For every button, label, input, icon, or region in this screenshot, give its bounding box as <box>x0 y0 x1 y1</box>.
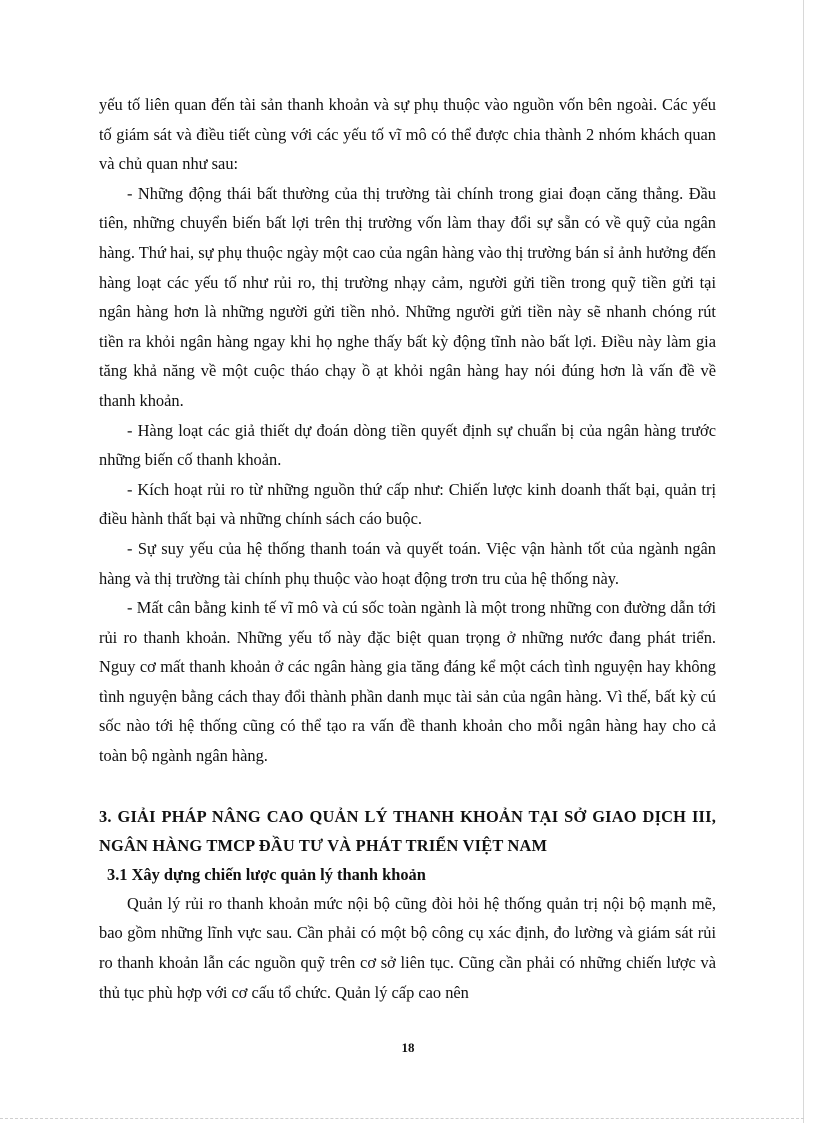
paragraph-intro: yếu tố liên quan đến tài sản thanh khoản và sự phụ thuộc vào nguồn vốn bên ngoài. Các yếu tố giám sát và điều tiết cùng với các yếu tố vĩ mô có thể được chia thành 2 nhóm khách quan và chủ quan như sau: <box>99 95 716 174</box>
paragraph-cashflow-assumptions: - Hàng loạt các giả thiết dự đoán dòng tiền quyết định sự chuẩn bị của ngân hàng trước những biến cố thanh khoản. <box>99 420 716 470</box>
section-heading: 3. GIẢI PHÁP NÂNG CAO QUẢN LÝ THANH KHOẢN TẠI SỞ GIAO DỊCH III, NGÂN HÀNG TMCP ĐẦU TƯ VÀ PHÁT TRIỂN VIỆT NAM <box>99 806 716 856</box>
paragraph-market-volatility: - Những động thái bất thường của thị trường tài chính trong giai đoạn căng thẳng. Đầu tiên, những chuyển biến bất lợi trên thị trường vốn làm thay đổi sự sẵn có về quỹ của ngân hàng. Thứ hai, sự phụ thuộc ngày một cao của ngân hàng vào thị trường bán sỉ ảnh hưởng đến hàng loạt các yếu tố như rủi ro, thị trường nhạy cảm, người gửi tiền trong quỹ tiền gửi tại ngân hàng hơn là những người gửi tiền nhỏ. Những người gửi tiền này sẽ nhanh chóng rút tiền ra khỏi ngân hàng ngay khi họ nghe thấy bất kỳ động tĩnh nào bất lợi. Điều này làm gia tăng khả năng về một cuộc tháo chạy ồ ạt khỏi ngân hàng hay nói đúng hơn là vấn đề về thanh khoản. <box>99 183 716 410</box>
paragraph-payment-systems: - Sự suy yếu của hệ thống thanh toán và quyết toán. Việc vận hành tốt của ngành ngân hàng và thị trường tài chính phụ thuộc vào hoạt động trơn tru của hệ thống này. <box>99 538 716 588</box>
page-right-edge <box>803 0 804 1123</box>
paragraph-secondary-risks: - Kích hoạt rủi ro từ những nguồn thứ cấp như: Chiến lược kinh doanh thất bại, quản trị điều hành thất bại và những chính sách cáo buộc. <box>99 479 716 529</box>
document-body <box>99 90 716 1007</box>
subsection-heading: 3.1 Xây dựng chiến lược quản lý thanh khoản <box>107 864 426 884</box>
page-number: 18 <box>401 1040 415 1055</box>
paragraph-liquidity-strategy: Quản lý rủi ro thanh khoản mức nội bộ cũng đòi hỏi hệ thống quản trị nội bộ mạnh mẽ, bao gồm những lĩnh vực sau. Cần phải có một bộ công cụ xác định, đo lường và giám sát rủi ro thanh khoản lẫn các nguồn quỹ trên cơ sở liên tục. Cũng cần phải có những chiến lược và thủ tục phù hợp với cơ cấu tổ chức. Quản lý cấp cao nên <box>99 893 716 1002</box>
page-bottom-edge <box>0 1118 804 1120</box>
paragraph-macro-imbalance: - Mất cân bằng kinh tế vĩ mô và cú sốc toàn ngành là một trong những con đường dẫn tới rủi ro thanh khoản. Những yếu tố này đặc biệt quan trọng ở những nước đang phát triển. Nguy cơ mất thanh khoản ở các ngân hàng gia tăng đáng kể một cách tình nguyện hay không tình nguyện bằng cách thay đổi thành phần danh mục tài sản của ngân hàng. Vì thế, bất kỳ cú sốc nào tới hệ thống cũng có thể tạo ra vấn đề thanh khoản cho mỗi ngân hàng hay cho cả toàn bộ ngành ngân hàng. <box>99 598 716 766</box>
